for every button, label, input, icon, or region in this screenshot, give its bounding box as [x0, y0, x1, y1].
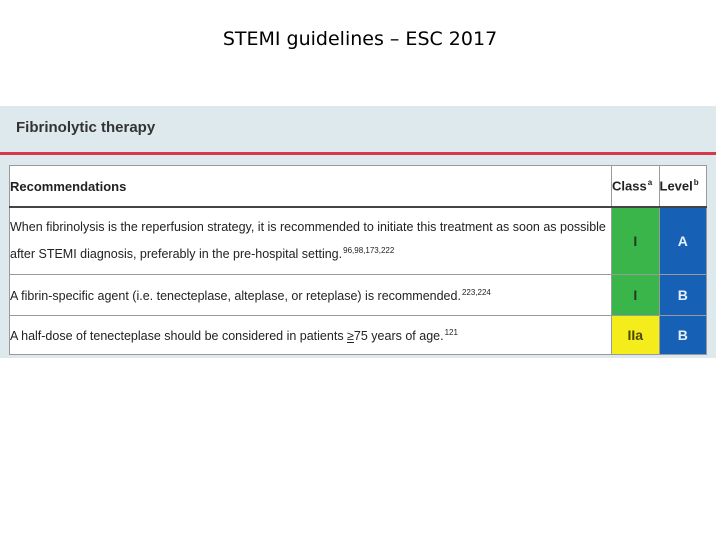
- slide-title: STEMI guidelines – ESC 2017: [222, 28, 498, 50]
- table-row: [10, 316, 707, 355]
- table-row: [10, 275, 707, 316]
- recommendations-table: [9, 165, 707, 355]
- reference-numbers: 96,98,173,222: [343, 246, 395, 256]
- header-class: Class$^a$: [612, 166, 659, 208]
- guideline-panel: [0, 106, 716, 358]
- table-row: [10, 207, 707, 275]
- header-recommendations: Recommendations: [10, 166, 612, 208]
- level-badge: B: [659, 316, 707, 355]
- header-level: Level$^b$: [659, 166, 707, 208]
- recommendation-text: A half-dose of tenecteplase should be considered in patients ≥75 years of age.$^{121}$: [10, 316, 612, 355]
- recommendation-text: A fibrin-specific agent (i.e. tenecteplase, alteplase, or reteplase) is recommended.$^{223,224}$: [10, 275, 612, 316]
- heading-divider: [0, 152, 716, 155]
- reference-numbers: 223,224: [461, 288, 491, 298]
- reference-numbers: 121: [444, 328, 458, 338]
- class-badge: IIa: [612, 316, 659, 355]
- panel-heading: Fibrinolytic therapy: [16, 119, 156, 136]
- class-badge: I: [612, 275, 659, 316]
- table-header-row: [10, 166, 707, 208]
- class-badge: I: [612, 207, 659, 275]
- level-badge: B: [659, 275, 707, 316]
- level-badge: A: [659, 207, 707, 275]
- recommendation-text: When fibrinolysis is the reperfusion strategy, it is recommended to initiate this treatment as soon as possible after STEMI diagnosis, preferably in the pre-hospital setting.$^{96,98,173,222}$: [10, 207, 612, 275]
